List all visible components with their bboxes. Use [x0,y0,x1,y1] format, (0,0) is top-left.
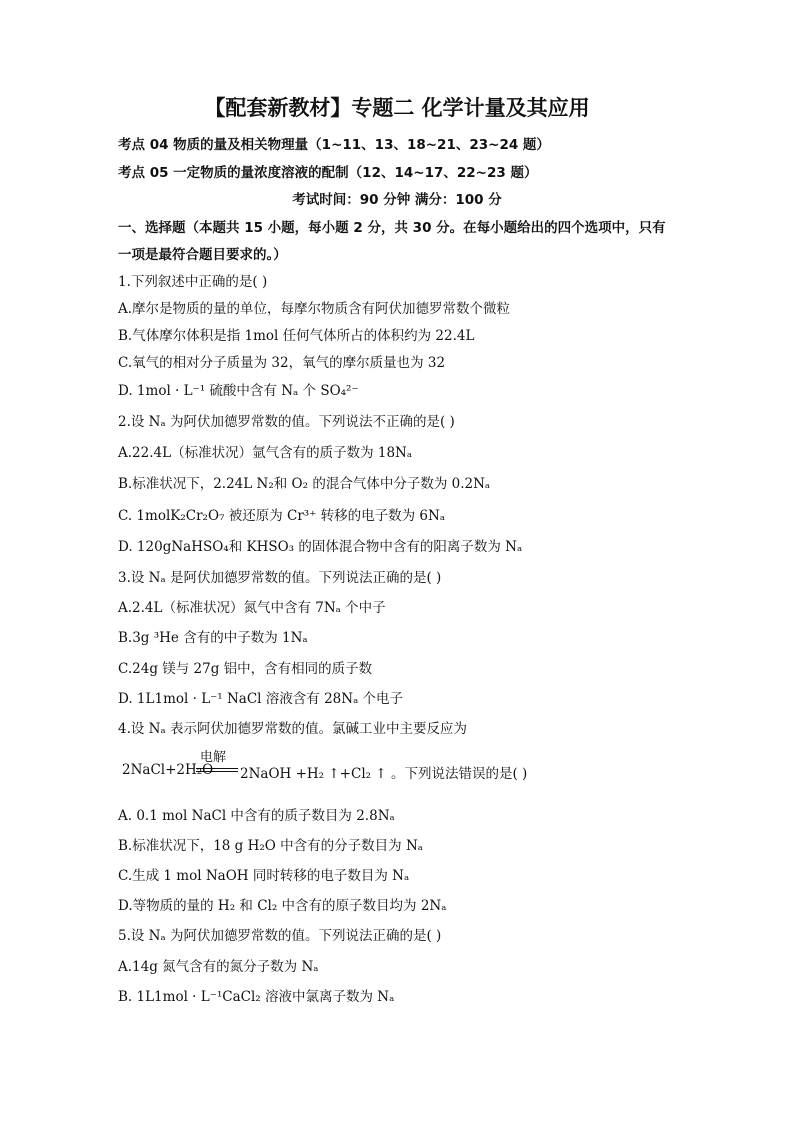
question-1-stem: 1.下列叙述中正确的是( ) [118,274,268,290]
question-1-option-b: B.气体摩尔体积是指 1mol 任何气体所占的体积约为 22.4L [118,328,475,344]
question-2-option-b: B.标准状况下，2.24L N₂和 O₂ 的混合气体中分子数为 0.2Nₐ [118,476,491,492]
question-2-option-a: A.22.4L（标准状况）氩气含有的质子数为 18Nₐ [118,445,413,461]
question-3-option-a: A.2.4L（标准状况）氮气中含有 7Nₐ 个中子 [118,600,386,616]
page-title: 【配套新教材】专题二 化学计量及其应用 [204,95,590,120]
question-2-stem: 2.设 Nₐ 为阿伏加德罗常数的值。下列说法不正确的是( ) [118,414,455,430]
question-1-option-a: A.摩尔是物质的量的单位，每摩尔物质含有阿伏加德罗常数个微粒 [118,301,511,317]
question-4-option-a: A. 0.1 mol NaCl 中含有的质子数目为 2.8Nₐ [118,808,395,824]
equation-right: 2NaOH +H₂ ↑+Cl₂ ↑ 。下列说法错误的是( ) [240,766,528,782]
question-5-stem: 5.设 Nₐ 为阿伏加德罗常数的值。下列说法正确的是( ) [118,928,442,944]
question-4-option-b: B.标准状况下，18 g H₂O 中含有的分子数目为 Nₐ [118,838,423,854]
question-2-option-d: D. 120gNaHSO₄和 KHSO₃ 的固体混合物中含有的阳离子数为 Nₐ [118,539,523,555]
question-1-option-c: C.氧气的相对分子质量为 32，氧气的摩尔质量也为 32 [118,355,446,371]
question-5-option-b: B. 1L1mol · L⁻¹CaCl₂ 溶液中氯离子数为 Nₐ [118,989,395,1005]
question-3-option-b: B.3g ³He 含有的中子数为 1Nₐ [118,630,308,646]
exam-info: 考试时间：90 分钟 满分：100 分 [292,192,502,208]
question-3-option-c: C.24g 镁与 27g 铝中，含有相同的质子数 [118,661,373,677]
exam-point-04: 考点 04 物质的量及相关物理量（1~11、13、18~21、23~24 题） [118,137,550,153]
question-3-option-d: D. 1L1mol · L⁻¹ NaCl 溶液含有 28Nₐ 个电子 [118,691,404,707]
question-4-option-c: C.生成 1 mol NaOH 同时转移的电子数目为 Nₐ [118,868,410,884]
section-heading-line1: 一、选择题（本题共 15 小题，每小题 2 分，共 30 分。在每小题给出的四个选项中，只有 [118,220,666,236]
equation-left: 2NaCl+2H₂O [122,762,214,778]
question-5-option-a: A.14g 氮气含有的氮分子数为 Nₐ [118,959,319,975]
electrolysis-equation [122,746,682,786]
question-4-stem: 4.设 Nₐ 表示阿伏加德罗常数的值。氯碱工业中主要反应为 [118,721,467,737]
section-heading-line2: 一项是最符合题目要求的。） [118,247,287,263]
question-1-option-d: D. 1mol · L⁻¹ 硫酸中含有 Nₐ 个 SO₄²⁻ [118,383,359,399]
exam-point-05: 考点 05 一定物质的量浓度溶液的配制（12、14~17、22~23 题） [118,165,538,181]
question-2-option-c: C. 1molK₂Cr₂O₇ 被还原为 Cr³⁺ 转移的电子数为 6Nₐ [118,508,446,524]
question-4-option-d: D.等物质的量的 H₂ 和 Cl₂ 中含有的原子数目均为 2Nₐ [118,898,447,914]
equation-condition: 电解 [200,750,227,765]
question-3-stem: 3.设 Nₐ 是阿伏加德罗常数的值。下列说法正确的是( ) [118,570,442,586]
